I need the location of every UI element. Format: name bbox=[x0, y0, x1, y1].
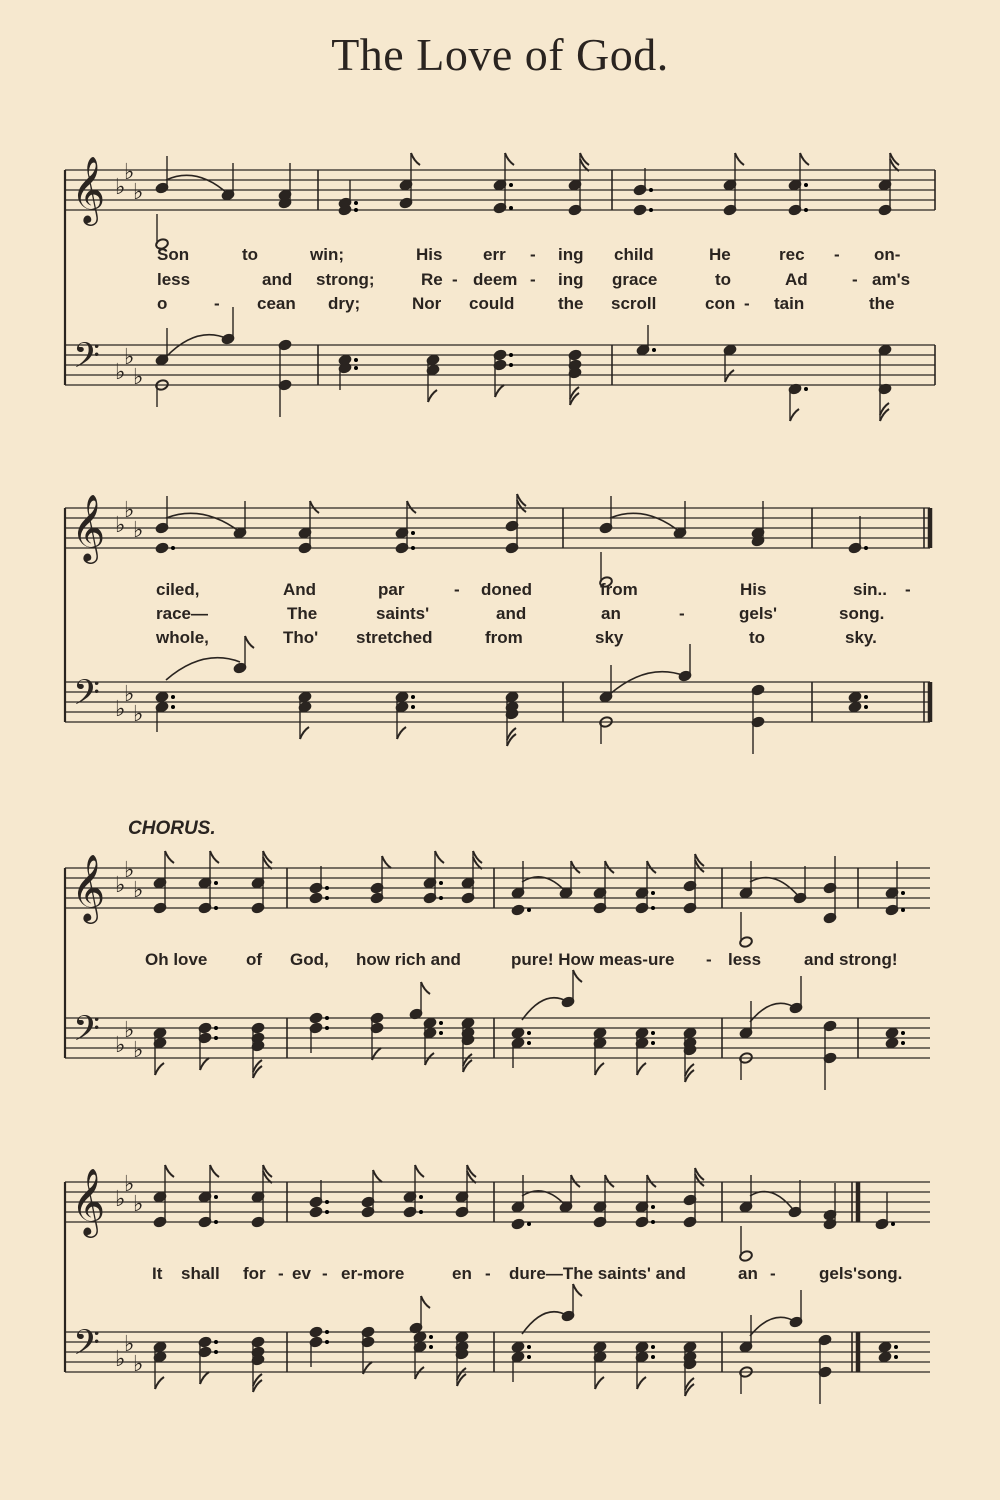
note-flag bbox=[595, 1377, 604, 1389]
lyric: gels' bbox=[739, 604, 778, 623]
slur bbox=[166, 175, 228, 194]
note-flag bbox=[605, 1175, 614, 1187]
augmentation-dot bbox=[804, 208, 808, 212]
slur bbox=[610, 672, 685, 694]
augmentation-dot bbox=[411, 531, 415, 535]
lyric: Nor bbox=[412, 294, 442, 313]
augmentation-dot bbox=[214, 1340, 218, 1344]
note-flag bbox=[495, 385, 504, 397]
lyric: an bbox=[738, 1264, 758, 1283]
augmentation-dot bbox=[509, 363, 513, 367]
lyric: the bbox=[869, 294, 895, 313]
augmentation-dot bbox=[509, 183, 513, 187]
flat-sign: ♭ bbox=[133, 365, 144, 390]
note-flag bbox=[505, 153, 514, 165]
note-flag bbox=[725, 370, 734, 382]
augmentation-dot bbox=[652, 348, 656, 352]
lyric: - bbox=[530, 270, 536, 289]
lyric: - bbox=[905, 580, 911, 599]
augmentation-dot bbox=[411, 705, 415, 709]
lyric: and strong! bbox=[804, 950, 898, 969]
lyric: the bbox=[558, 294, 584, 313]
note-flag bbox=[210, 1165, 219, 1177]
flat-sign: ♭ bbox=[115, 873, 126, 898]
flat-sign: ♭ bbox=[133, 1192, 144, 1217]
flat-sign: ♭ bbox=[124, 858, 135, 883]
lyric: how rich and bbox=[356, 950, 461, 969]
note-flag bbox=[735, 153, 744, 165]
note-flag bbox=[428, 390, 437, 402]
augmentation-dot bbox=[894, 1355, 898, 1359]
note-flag bbox=[605, 861, 614, 873]
note-flag bbox=[435, 851, 444, 863]
flat-sign: ♭ bbox=[115, 513, 126, 538]
augmentation-dot bbox=[325, 886, 329, 890]
lyric: dure—The saints' and bbox=[509, 1264, 686, 1283]
note-flag bbox=[421, 1296, 430, 1308]
note-flag bbox=[637, 1377, 646, 1389]
augmentation-dot bbox=[651, 1041, 655, 1045]
slur bbox=[166, 513, 240, 532]
note-head bbox=[878, 1341, 892, 1353]
augmentation-dot bbox=[411, 546, 415, 550]
lyric: less bbox=[157, 270, 191, 289]
note-head bbox=[885, 1037, 899, 1049]
lyric: tain bbox=[774, 294, 805, 313]
note-flag bbox=[165, 1165, 174, 1177]
lyric: er-more bbox=[341, 1264, 405, 1283]
lyric: - bbox=[770, 1264, 776, 1283]
lyric: ing bbox=[558, 270, 584, 289]
augmentation-dot bbox=[804, 183, 808, 187]
augmentation-dot bbox=[325, 1330, 329, 1334]
flat-sign: ♭ bbox=[115, 1347, 126, 1372]
slur bbox=[166, 658, 240, 680]
flat-sign: ♭ bbox=[133, 1038, 144, 1063]
lyric: doned bbox=[481, 580, 532, 599]
augmentation-dot bbox=[527, 1355, 531, 1359]
note-head bbox=[633, 204, 647, 216]
augmentation-dot bbox=[509, 353, 513, 357]
note-head bbox=[511, 904, 525, 916]
augmentation-dot bbox=[411, 695, 415, 699]
lyric: cean bbox=[257, 294, 296, 313]
flat-sign: ♭ bbox=[133, 180, 144, 205]
lyric: rec bbox=[779, 245, 805, 264]
lyric: - bbox=[679, 604, 685, 623]
note-head bbox=[885, 1027, 899, 1039]
lyric: for bbox=[243, 1264, 266, 1283]
treble-clef: 𝄞 bbox=[71, 1167, 106, 1235]
slur bbox=[522, 1191, 566, 1206]
note-flag bbox=[647, 861, 656, 873]
augmentation-dot bbox=[354, 208, 358, 212]
augmentation-dot bbox=[325, 1026, 329, 1030]
augmentation-dot bbox=[901, 1031, 905, 1035]
augmentation-dot bbox=[429, 1335, 433, 1339]
note-flag bbox=[800, 153, 809, 165]
note-flag bbox=[790, 409, 799, 421]
lyric: ciled, bbox=[156, 580, 200, 599]
slur bbox=[522, 998, 568, 1020]
lyric: to bbox=[715, 270, 732, 289]
lyric: an bbox=[601, 604, 621, 623]
note-head bbox=[155, 542, 169, 554]
lyric: from bbox=[600, 580, 638, 599]
augmentation-dot bbox=[325, 1200, 329, 1204]
augmentation-dot bbox=[439, 896, 443, 900]
lyric: Tho' bbox=[283, 628, 319, 647]
lyric: err bbox=[483, 245, 506, 264]
lyric: race— bbox=[156, 604, 208, 623]
slur bbox=[610, 513, 680, 532]
lyric: - bbox=[214, 294, 220, 313]
augmentation-dot bbox=[325, 1340, 329, 1344]
bass-clef: 𝄢 bbox=[73, 1008, 101, 1057]
note-flag bbox=[155, 1063, 164, 1075]
lyric: scroll bbox=[611, 294, 657, 313]
augmentation-dot bbox=[804, 387, 808, 391]
note-flag bbox=[571, 861, 580, 873]
lyric: less bbox=[728, 950, 762, 969]
lyric: song. bbox=[839, 604, 885, 623]
lyric: to bbox=[749, 628, 766, 647]
lyric: - bbox=[278, 1264, 284, 1283]
augmentation-dot bbox=[419, 1195, 423, 1199]
augmentation-dot bbox=[354, 358, 358, 362]
note-head bbox=[848, 701, 862, 713]
augmentation-dot bbox=[864, 705, 868, 709]
augmentation-dot bbox=[527, 1041, 531, 1045]
lyric: ev bbox=[292, 1264, 311, 1283]
lyric: strong; bbox=[316, 270, 375, 289]
augmentation-dot bbox=[651, 906, 655, 910]
note-head bbox=[309, 1326, 323, 1338]
augmentation-dot bbox=[439, 1031, 443, 1035]
augmentation-dot bbox=[214, 1350, 218, 1354]
lyric: Re bbox=[421, 270, 443, 289]
augmentation-dot bbox=[354, 366, 358, 370]
augmentation-dot bbox=[891, 1222, 895, 1226]
lyric: en bbox=[452, 1264, 472, 1283]
note-flag bbox=[200, 1058, 209, 1070]
augmentation-dot bbox=[864, 546, 868, 550]
augmentation-dot bbox=[214, 1036, 218, 1040]
augmentation-dot bbox=[651, 891, 655, 895]
augmentation-dot bbox=[214, 1220, 218, 1224]
augmentation-dot bbox=[419, 1210, 423, 1214]
flat-sign: ♭ bbox=[124, 345, 135, 370]
augmentation-dot bbox=[325, 1210, 329, 1214]
note-flag bbox=[595, 1063, 604, 1075]
lyric: child bbox=[614, 245, 654, 264]
note-flag bbox=[397, 727, 406, 739]
augmentation-dot bbox=[509, 206, 513, 210]
augmentation-dot bbox=[439, 1021, 443, 1025]
chorus-label: CHORUS. bbox=[128, 818, 216, 839]
note-flag bbox=[373, 1170, 382, 1182]
augmentation-dot bbox=[439, 881, 443, 885]
note-flag bbox=[571, 1175, 580, 1187]
augmentation-dot bbox=[171, 546, 175, 550]
flat-sign: ♭ bbox=[115, 175, 126, 200]
note-head bbox=[511, 1027, 525, 1039]
note-head bbox=[309, 1206, 323, 1218]
note-flag bbox=[573, 970, 582, 982]
note-flag bbox=[165, 851, 174, 863]
lyric: - bbox=[852, 270, 858, 289]
lyric: The bbox=[287, 604, 318, 623]
lyric: He bbox=[709, 245, 731, 264]
flat-sign: ♭ bbox=[124, 1018, 135, 1043]
note-head bbox=[878, 1351, 892, 1363]
note-flag bbox=[425, 1053, 434, 1065]
treble-clef: 𝄞 bbox=[71, 493, 106, 561]
lyric: - bbox=[530, 245, 536, 264]
lyric: God, bbox=[290, 950, 329, 969]
augmentation-dot bbox=[651, 1220, 655, 1224]
flat-sign: ♭ bbox=[133, 1352, 144, 1377]
note-flag bbox=[155, 1377, 164, 1389]
flat-sign: ♭ bbox=[115, 697, 126, 722]
augmentation-dot bbox=[651, 1205, 655, 1209]
lyric: - bbox=[322, 1264, 328, 1283]
augmentation-dot bbox=[651, 1031, 655, 1035]
augmentation-dot bbox=[171, 695, 175, 699]
augmentation-dot bbox=[651, 1355, 655, 1359]
bass-clef: 𝄢 bbox=[73, 672, 101, 721]
lyric: - bbox=[834, 245, 840, 264]
lyric: - bbox=[744, 294, 750, 313]
lyric: sin.. bbox=[853, 580, 888, 599]
lyric: grace bbox=[612, 270, 658, 289]
slur bbox=[750, 1317, 796, 1336]
note-head bbox=[155, 691, 169, 703]
note-head bbox=[309, 1012, 323, 1024]
lyric: to bbox=[242, 245, 259, 264]
lyric: on- bbox=[874, 245, 901, 264]
note-flag bbox=[407, 501, 416, 513]
flat-sign: ♭ bbox=[124, 160, 135, 185]
note-head bbox=[848, 691, 862, 703]
slur bbox=[750, 1003, 796, 1022]
lyric: o bbox=[157, 294, 168, 313]
note-flag bbox=[382, 856, 391, 868]
lyric: sky bbox=[595, 628, 624, 647]
lyric: Oh love bbox=[145, 950, 208, 969]
flat-sign: ♭ bbox=[115, 360, 126, 385]
augmentation-dot bbox=[527, 1031, 531, 1035]
note-flag bbox=[415, 1165, 424, 1177]
note-flag bbox=[300, 727, 309, 739]
note-flag bbox=[310, 501, 319, 513]
flat-sign: ♭ bbox=[124, 498, 135, 523]
flat-sign: ♭ bbox=[124, 1172, 135, 1197]
note-flag bbox=[573, 1284, 582, 1296]
augmentation-dot bbox=[325, 1016, 329, 1020]
lyric: and bbox=[496, 604, 527, 623]
lyric: gels' bbox=[819, 1264, 858, 1283]
lyric: sky. bbox=[845, 628, 877, 647]
augmentation-dot bbox=[649, 188, 653, 192]
note-head bbox=[511, 1341, 525, 1353]
lyric: ing bbox=[558, 245, 584, 264]
slur bbox=[166, 335, 228, 357]
augmentation-dot bbox=[649, 208, 653, 212]
augmentation-dot bbox=[214, 1026, 218, 1030]
augmentation-dot bbox=[527, 1345, 531, 1349]
note-flag bbox=[421, 982, 430, 994]
lyric: - bbox=[706, 950, 712, 969]
lyric: of bbox=[246, 950, 263, 969]
augmentation-dot bbox=[214, 906, 218, 910]
lyric: shall bbox=[181, 1264, 220, 1283]
note-flag bbox=[415, 1367, 424, 1379]
lyric: It bbox=[152, 1264, 163, 1283]
note-flag bbox=[200, 1372, 209, 1384]
lyric: His bbox=[740, 580, 767, 599]
lyric: saints' bbox=[376, 604, 430, 623]
lyric: stretched bbox=[356, 628, 433, 647]
note-flag bbox=[647, 1175, 656, 1187]
lyric: win; bbox=[310, 245, 344, 264]
augmentation-dot bbox=[901, 891, 905, 895]
lyric: - bbox=[452, 270, 458, 289]
flat-sign: ♭ bbox=[115, 1033, 126, 1058]
note-flag bbox=[411, 153, 420, 165]
augmentation-dot bbox=[214, 1195, 218, 1199]
flat-sign: ♭ bbox=[133, 878, 144, 903]
augmentation-dot bbox=[325, 896, 329, 900]
note-head bbox=[511, 1218, 525, 1230]
augmentation-dot bbox=[864, 695, 868, 699]
lyric: deem bbox=[473, 270, 518, 289]
augmentation-dot bbox=[527, 1222, 531, 1226]
lyric: par bbox=[378, 580, 405, 599]
flat-sign: ♭ bbox=[133, 518, 144, 543]
augmentation-dot bbox=[354, 201, 358, 205]
note-head bbox=[309, 892, 323, 904]
slur bbox=[522, 877, 566, 892]
augmentation-dot bbox=[901, 908, 905, 912]
augmentation-dot bbox=[429, 1345, 433, 1349]
note-flag bbox=[245, 636, 254, 648]
flat-sign: ♭ bbox=[115, 1187, 126, 1212]
augmentation-dot bbox=[527, 908, 531, 912]
lyric: Son bbox=[157, 245, 190, 264]
lyric: pure! How meas-ure bbox=[511, 950, 675, 969]
bass-clef: 𝄢 bbox=[73, 1322, 101, 1371]
flat-sign: ♭ bbox=[124, 682, 135, 707]
slur bbox=[522, 1312, 568, 1334]
lyric: - bbox=[485, 1264, 491, 1283]
lyric: could bbox=[469, 294, 515, 313]
note-flag bbox=[637, 1063, 646, 1075]
lyric: Ad bbox=[785, 270, 808, 289]
lyric: dry; bbox=[328, 294, 361, 313]
page-title: The Love of God. bbox=[331, 29, 669, 80]
note-flag bbox=[210, 851, 219, 863]
treble-clef: 𝄞 bbox=[71, 853, 106, 921]
lyric: con bbox=[705, 294, 736, 313]
augmentation-dot bbox=[171, 705, 175, 709]
augmentation-dot bbox=[651, 1345, 655, 1349]
augmentation-dot bbox=[894, 1345, 898, 1349]
lyric: His bbox=[416, 245, 443, 264]
lyric: - bbox=[454, 580, 460, 599]
lyric: song. bbox=[857, 1264, 903, 1283]
augmentation-dot bbox=[214, 881, 218, 885]
treble-clef: 𝄞 bbox=[71, 155, 106, 223]
augmentation-dot bbox=[901, 1041, 905, 1045]
lyric: and bbox=[262, 270, 293, 289]
lyric: am's bbox=[872, 270, 911, 289]
lyric: And bbox=[283, 580, 317, 599]
flat-sign: ♭ bbox=[124, 1332, 135, 1357]
lyric: whole, bbox=[156, 628, 209, 647]
flat-sign: ♭ bbox=[133, 702, 144, 727]
lyric: from bbox=[485, 628, 523, 647]
bass-clef: 𝄢 bbox=[73, 335, 101, 384]
